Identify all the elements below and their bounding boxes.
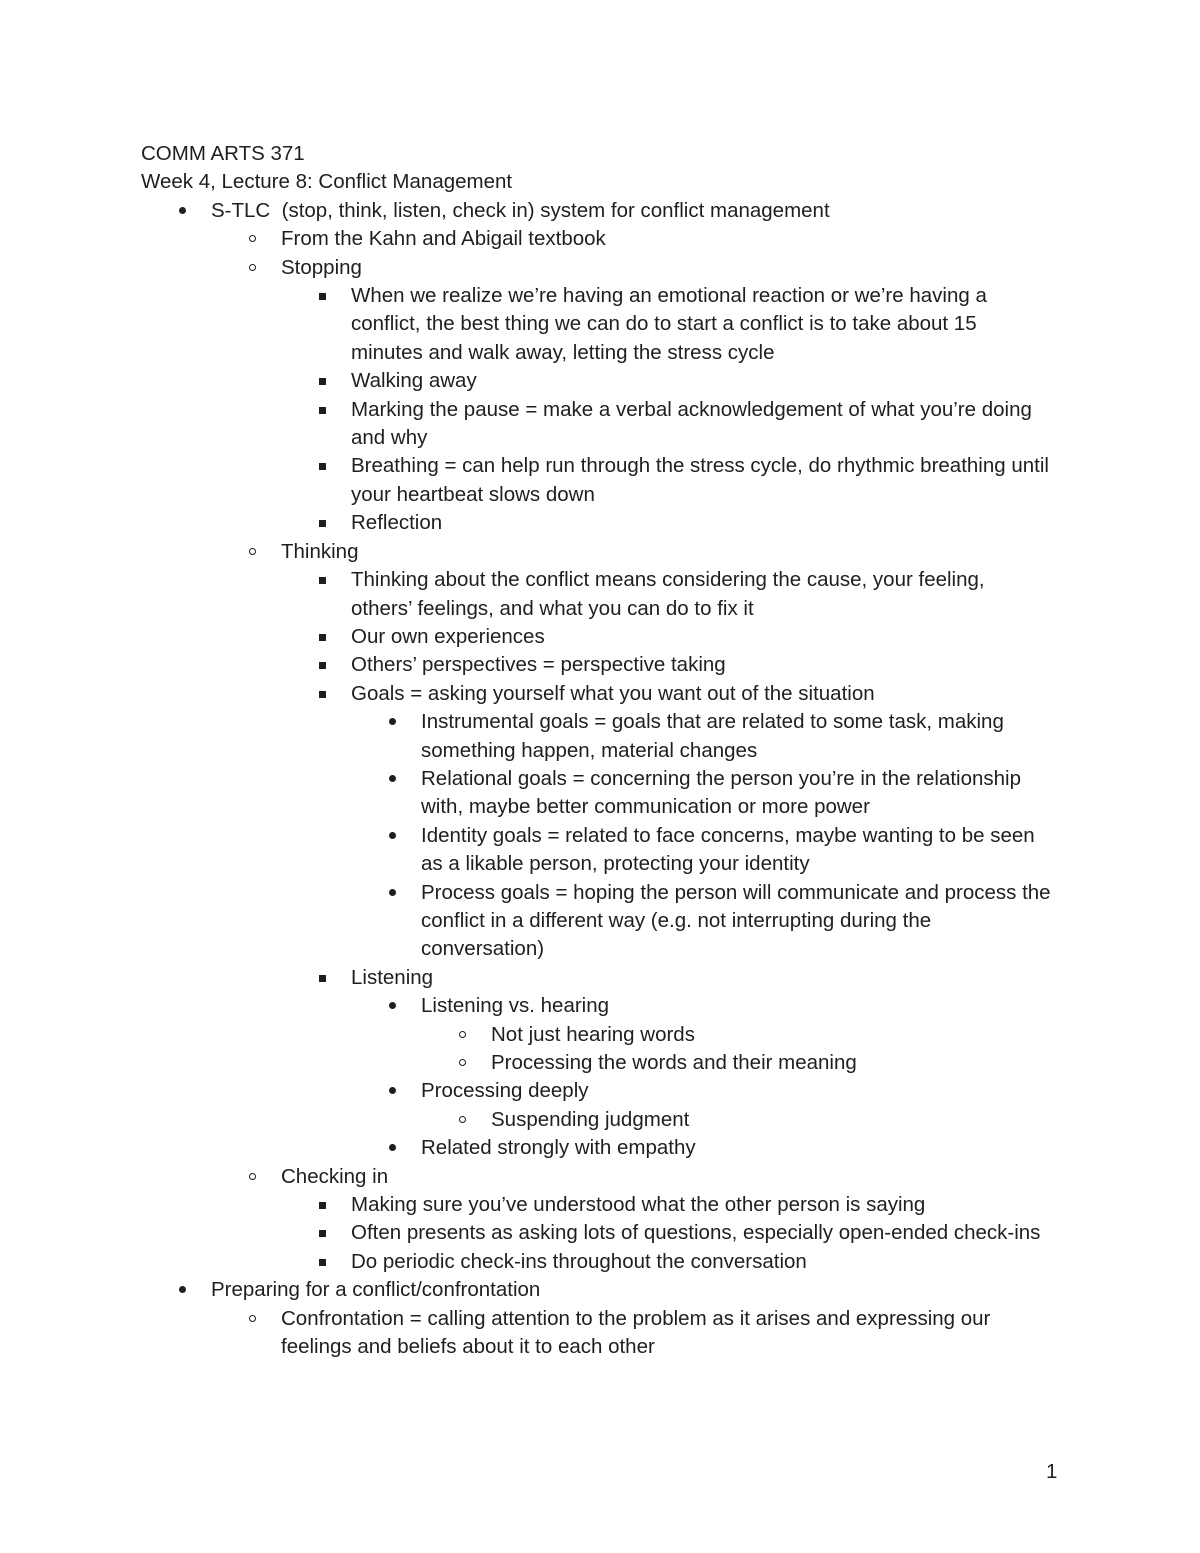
list-item xyxy=(351,879,1071,964)
bullet-disc-icon xyxy=(179,207,186,214)
list-item-text: When we realize we’re having an emotional reaction or we’re having a conflict, the best thing we can do to start a conflict is to take about 15 minutes and walk away, letting the stress cycle xyxy=(351,284,987,364)
list-item-text: Often presents as asking lots of questions, especially open-ended check-ins xyxy=(351,1221,1041,1245)
bullet-disc-icon xyxy=(389,889,396,896)
list-item-text: Listening vs. hearing xyxy=(421,994,610,1018)
checking-in-heading: Checking in xyxy=(281,1164,389,1188)
stlc-heading: S-TLC (stop, think, listen, check in) system for conflict management xyxy=(211,198,830,222)
list-item xyxy=(281,367,1071,395)
list-item-text: Identity goals = related to face concerns, maybe wanting to be seen as a likable person, protecting your identity xyxy=(421,823,1035,876)
list-item-text: Breathing = can help run through the stress cycle, do rhythmic breathing until your heartbeat slows down xyxy=(351,454,1049,506)
thinking-heading: Thinking xyxy=(281,539,359,563)
list-item xyxy=(281,964,1071,1163)
outline-level-1 xyxy=(141,197,1071,1362)
list-item-text: Related strongly with empathy xyxy=(421,1136,696,1160)
bullet-square-icon xyxy=(319,691,326,698)
bullet-disc-icon xyxy=(389,832,396,839)
list-item-text: Do periodic check-ins throughout the conversation xyxy=(351,1249,807,1273)
list-item xyxy=(211,1305,1071,1362)
list-item xyxy=(141,1276,1071,1361)
preparing-heading: Preparing for a conflict/confrontation xyxy=(211,1278,541,1302)
bullet-circle-icon xyxy=(459,1031,466,1038)
bullet-square-icon xyxy=(319,378,326,385)
bullet-square-icon xyxy=(319,1202,326,1209)
list-item xyxy=(281,566,1071,623)
bullet-disc-icon xyxy=(389,1144,396,1151)
list-item xyxy=(211,254,1071,538)
outline-level-3 xyxy=(281,1191,1071,1276)
bullet-circle-icon xyxy=(249,548,256,555)
lecture-title: Week 4, Lecture 8: Conflict Management xyxy=(141,170,513,194)
bullet-square-icon xyxy=(319,520,326,527)
bullet-circle-icon xyxy=(459,1059,466,1066)
outline-level-4 xyxy=(351,992,1071,1162)
bullet-square-icon xyxy=(319,577,326,584)
listening-heading: Listening xyxy=(351,965,434,989)
list-item xyxy=(281,651,1071,679)
list-item xyxy=(351,992,1071,1077)
outline-level-5 xyxy=(421,1021,1071,1078)
list-item xyxy=(421,1021,1071,1049)
bullet-square-icon xyxy=(319,1259,326,1266)
list-item-text: Processing deeply xyxy=(421,1079,589,1103)
bullet-square-icon xyxy=(319,662,326,669)
page-number: 1 xyxy=(1046,1460,1058,1483)
outline-level-4 xyxy=(351,708,1071,964)
list-item xyxy=(211,225,1071,253)
list-item-text: Thinking about the conflict means considering the cause, your feeling, others’ feelings, and what you can do to fix it xyxy=(351,568,985,620)
list-item xyxy=(351,822,1071,879)
outline-level-3 xyxy=(281,282,1071,538)
list-item xyxy=(281,282,1071,367)
list-item-text: Instrumental goals = goals that are related to some task, making something happen, material changes xyxy=(421,710,1004,762)
list-item xyxy=(141,197,1071,1276)
list-item xyxy=(351,1134,1071,1162)
stopping-heading: Stopping xyxy=(281,255,362,279)
list-item xyxy=(421,1049,1071,1077)
bullet-disc-icon xyxy=(389,1087,396,1094)
list-item-text: Relational goals = concerning the person you’re in the relationship with, maybe better communication or more power xyxy=(421,766,1022,819)
bullet-circle-icon xyxy=(249,1315,256,1322)
list-item-text: From the Kahn and Abigail textbook xyxy=(281,227,606,251)
list-item-text: Others’ perspectives = perspective taking xyxy=(351,653,726,677)
list-item-text: Walking away xyxy=(351,369,477,393)
list-item xyxy=(281,680,1071,964)
outline-level-2 xyxy=(211,1305,1071,1362)
list-item xyxy=(351,1077,1071,1134)
list-item-text: Processing the words and their meaning xyxy=(491,1051,857,1074)
list-item xyxy=(281,623,1071,651)
list-item xyxy=(281,1191,1071,1219)
list-item xyxy=(351,765,1071,822)
course-title: COMM ARTS 371 xyxy=(141,142,305,165)
bullet-disc-icon xyxy=(389,718,396,725)
list-item xyxy=(281,1219,1071,1247)
outline-level-3 xyxy=(281,566,1071,1163)
list-item xyxy=(281,509,1071,537)
list-item xyxy=(211,538,1071,1163)
notes-content xyxy=(141,140,1071,1361)
list-item-text: Process goals = hoping the person will communicate and process the conflict in a different way (e.g. not interrupting during the conversation) xyxy=(421,880,1051,961)
bullet-square-icon xyxy=(319,407,326,414)
bullet-disc-icon xyxy=(389,1002,396,1009)
list-item-text: Reflection xyxy=(351,511,443,535)
bullet-square-icon xyxy=(319,1230,326,1237)
list-item xyxy=(281,396,1071,453)
bullet-disc-icon xyxy=(179,1286,186,1293)
outline-level-2 xyxy=(211,225,1071,1276)
list-item-text: Our own experiences xyxy=(351,624,545,648)
bullet-square-icon xyxy=(319,463,326,470)
bullet-disc-icon xyxy=(389,775,396,782)
outline-level-5 xyxy=(421,1106,1071,1134)
list-item-text: Marking the pause = make a verbal acknowledgement of what you’re doing and why xyxy=(351,397,1032,450)
list-item-text: Confrontation = calling attention to the problem as it arises and expressing our feelings and beliefs about it to each other xyxy=(281,1306,991,1359)
list-item xyxy=(211,1163,1071,1277)
bullet-circle-icon xyxy=(459,1116,466,1123)
list-item xyxy=(281,452,1071,509)
list-item xyxy=(281,1248,1071,1276)
bullet-square-icon xyxy=(319,634,326,641)
list-item-text: Making sure you’ve understood what the other person is saying xyxy=(351,1193,926,1217)
bullet-circle-icon xyxy=(249,235,256,242)
goals-heading: Goals = asking yourself what you want out of the situation xyxy=(351,681,875,705)
list-item xyxy=(421,1106,1071,1134)
bullet-square-icon xyxy=(319,975,326,982)
bullet-circle-icon xyxy=(249,1173,256,1180)
list-item xyxy=(351,708,1071,765)
bullet-square-icon xyxy=(319,293,326,300)
list-item-text: Suspending judgment xyxy=(491,1107,690,1131)
list-item-text: Not just hearing words xyxy=(491,1022,695,1046)
bullet-circle-icon xyxy=(249,264,256,271)
